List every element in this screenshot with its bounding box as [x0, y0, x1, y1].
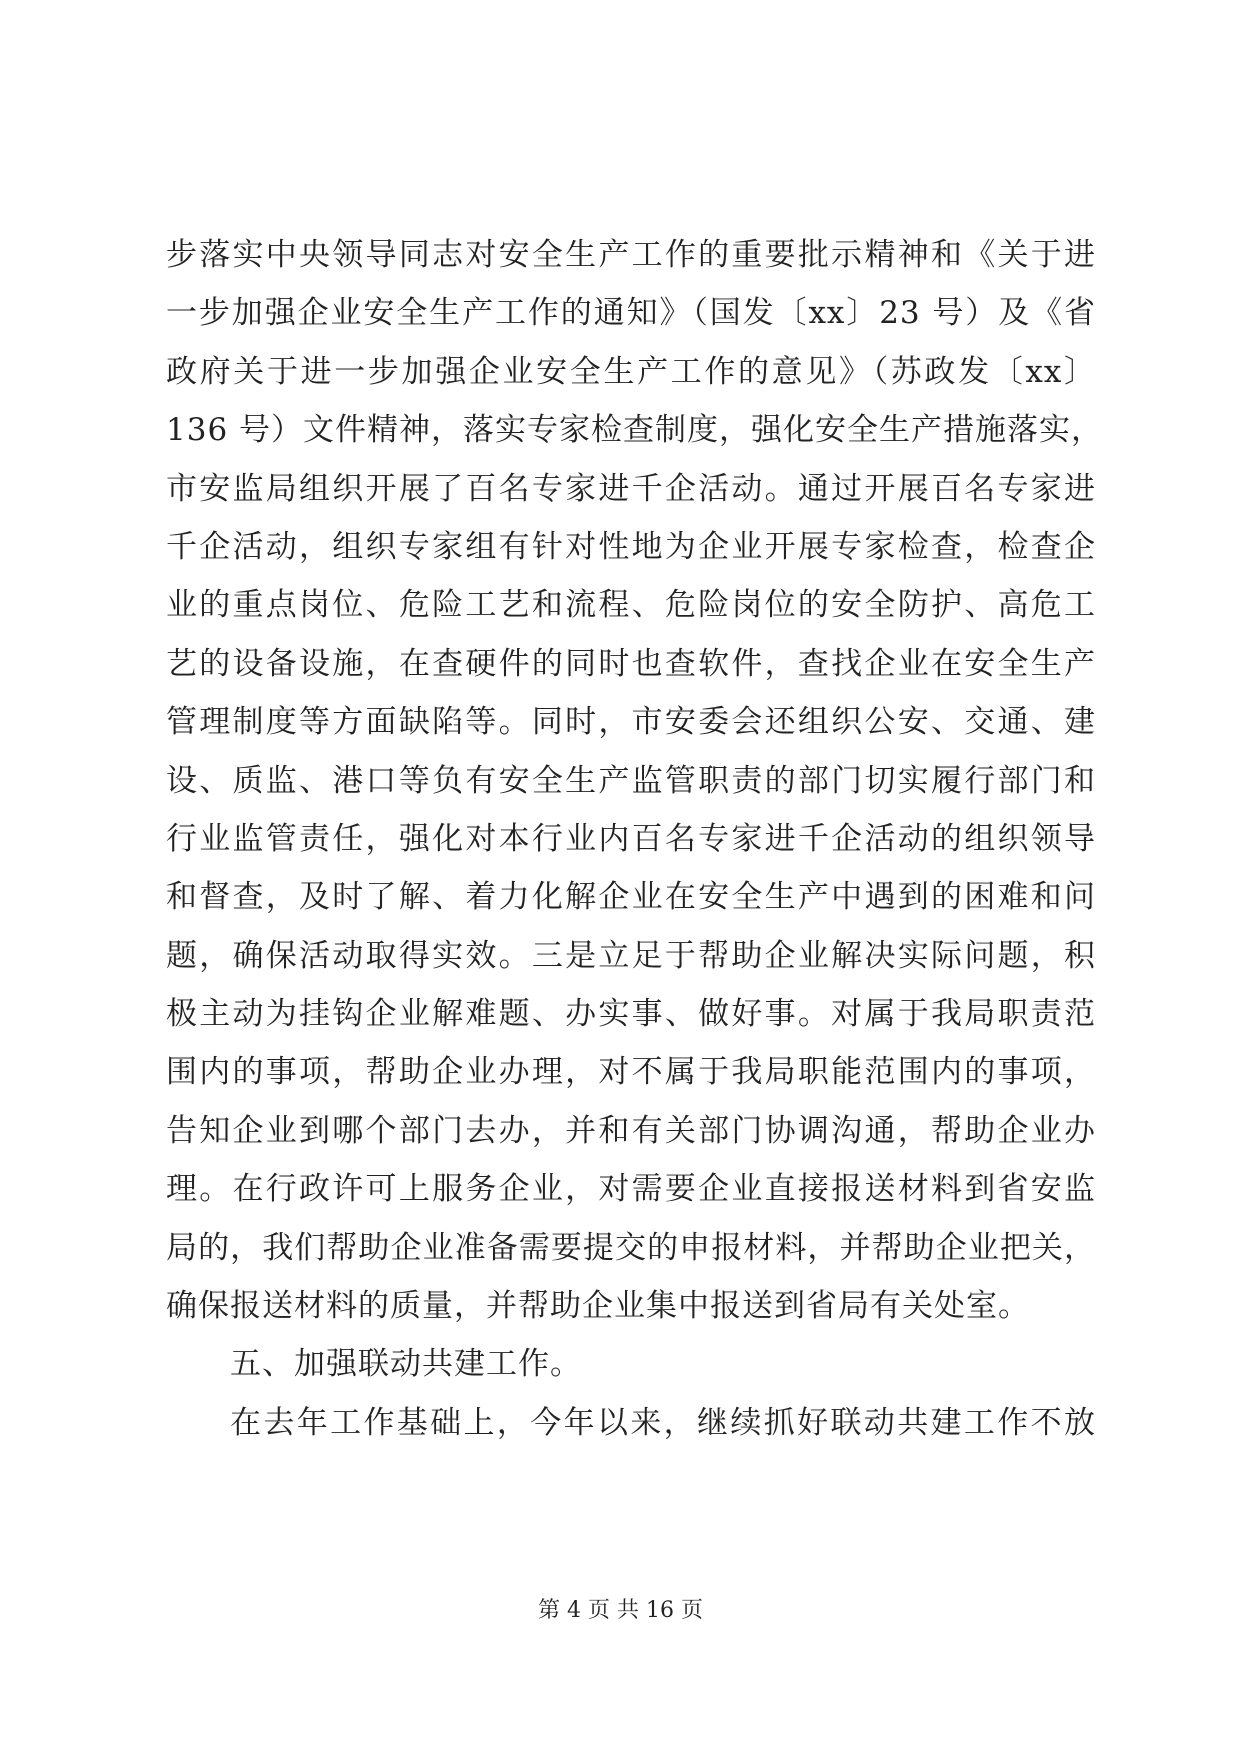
page-number-footer: 第 4 页 共 16 页 [538, 1598, 703, 1623]
text-line: 设、质监、港口等负有安全生产监管职责的部门切实履行部门和 [166, 762, 1096, 799]
section-heading: 五、加强联动共建工作。 [230, 1346, 582, 1383]
text-line: 告知企业到哪个部门去办，并和有关部门协调沟通，帮助企业办 [166, 1112, 1096, 1149]
text-line: 136 号）文件精神，落实专家检查制度，强化安全生产措施落实， [166, 412, 1104, 449]
document-body [166, 226, 1104, 1452]
text-line: 局的，我们帮助企业准备需要提交的申报材料，并帮助企业把关， [166, 1229, 1096, 1266]
text-line: 管理制度等方面缺陷等。同时，市安委会还组织公安、交通、建 [166, 704, 1096, 741]
text-line: 题，确保活动取得实效。三是立足于帮助企业解决实际问题，积 [166, 937, 1096, 974]
text-line: 行业监管责任，强化对本行业内百名专家进千企活动的组织领导 [166, 820, 1096, 857]
text-line: 业的重点岗位、危险工艺和流程、危险岗位的安全防护、高危工 [166, 587, 1096, 624]
text-line: 确保报送材料的质量，并帮助企业集中报送到省局有关处室。 [166, 1288, 1030, 1325]
text-line: 政府关于进一步加强企业安全生产工作的意见》（苏政发〔xx〕 [166, 353, 1096, 390]
text-line: 市安监局组织开展了百名专家进千企活动。通过开展百名专家进 [166, 470, 1096, 507]
text-line: 一步加强企业安全生产工作的通知》（国发〔xx〕23 号）及《省 [166, 295, 1096, 332]
text-line: 步落实中央领导同志对安全生产工作的重要批示精神和《关于进 [166, 237, 1096, 273]
text-line: 围内的事项，帮助企业办理，对不属于我局职能范围内的事项， [166, 1054, 1096, 1091]
text-line: 和督查，及时了解、着力化解企业在安全生产中遇到的困难和问 [166, 879, 1096, 916]
text-line: 理。在行政许可上服务企业，对需要企业直接报送材料到省安监 [166, 1171, 1096, 1208]
text-line: 千企活动，组织专家组有针对性地为企业开展专家检查，检查企 [166, 528, 1096, 565]
text-line: 艺的设备设施，在查硬件的同时也查软件，查找企业在安全生产 [166, 645, 1096, 682]
text-line: 在去年工作基础上，今年以来，继续抓好联动共建工作不放 [230, 1404, 1096, 1441]
text-line: 极主动为挂钩企业解难题、办实事、做好事。对属于我局职责范 [166, 996, 1096, 1033]
